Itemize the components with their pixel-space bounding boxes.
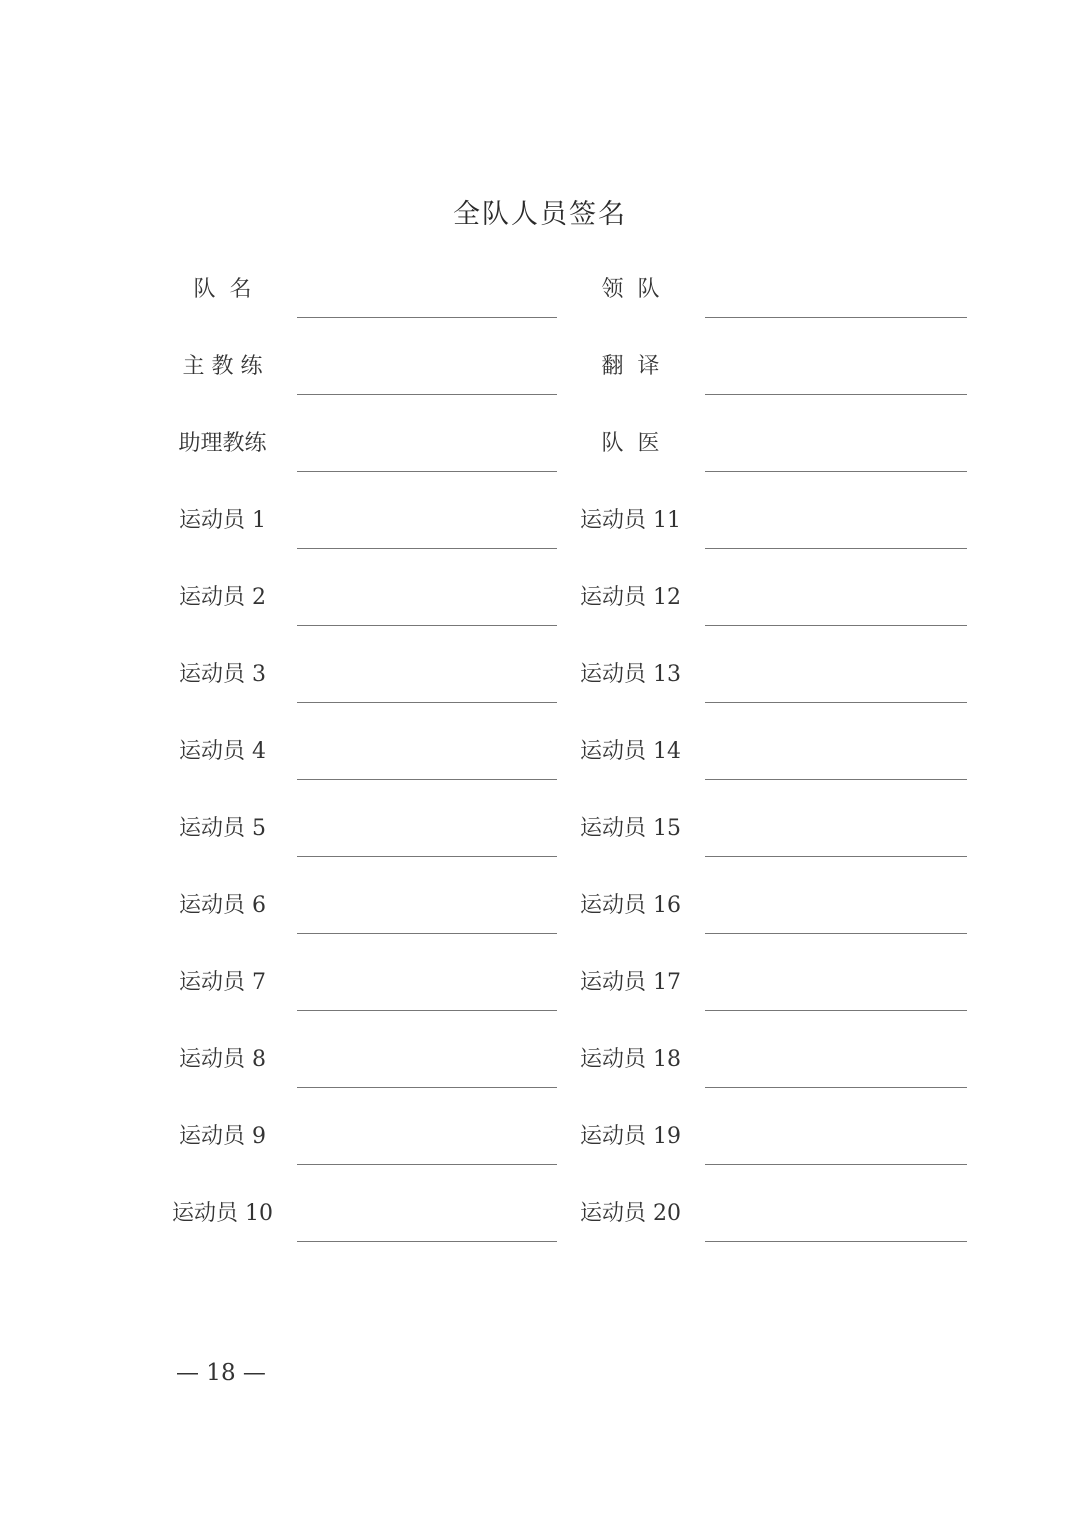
signature-row <box>0 812 1080 872</box>
signature-label: 运动员 6 <box>179 893 266 918</box>
page-number: — 18 — <box>176 1360 266 1386</box>
signature-label: 运动员 17 <box>580 970 681 995</box>
signature-line[interactable] <box>705 702 967 703</box>
signature-line[interactable] <box>705 856 967 857</box>
signature-label: 运动员 15 <box>580 816 681 841</box>
signature-label: 运动员 14 <box>580 739 681 764</box>
signature-row <box>0 504 1080 564</box>
signature-label: 主 教 练 <box>182 354 263 379</box>
signature-label: 运动员 3 <box>179 662 266 687</box>
signature-label: 运动员 12 <box>580 585 681 610</box>
signature-row <box>0 350 1080 410</box>
signature-row <box>0 581 1080 641</box>
signature-line[interactable] <box>705 471 967 472</box>
signature-label: 队 名 <box>193 277 252 302</box>
signature-row <box>0 273 1080 333</box>
signature-label: 运动员 5 <box>179 816 266 841</box>
signature-line[interactable] <box>705 1010 967 1011</box>
signature-label: 助理教练 <box>178 431 267 456</box>
signature-label: 运动员 10 <box>172 1201 273 1226</box>
signature-label: 翻 译 <box>601 354 660 379</box>
signature-line[interactable] <box>705 394 967 395</box>
signature-line[interactable] <box>705 1241 967 1242</box>
signature-label: 运动员 18 <box>580 1047 681 1072</box>
signature-label: 运动员 1 <box>179 508 266 533</box>
signature-label: 运动员 20 <box>580 1201 681 1226</box>
signature-label: 运动员 8 <box>179 1047 266 1072</box>
signature-label: 队 医 <box>601 431 660 456</box>
signature-line[interactable] <box>705 625 967 626</box>
signature-label: 运动员 19 <box>580 1124 681 1149</box>
signature-line[interactable] <box>705 317 967 318</box>
page-title: 全队人员签名 <box>453 199 627 230</box>
signature-row <box>0 1043 1080 1103</box>
signature-label: 运动员 16 <box>580 893 681 918</box>
signature-line[interactable] <box>705 779 967 780</box>
signature-line[interactable] <box>705 1164 967 1165</box>
signature-row <box>0 658 1080 718</box>
signature-label: 运动员 11 <box>580 508 681 533</box>
signature-label: 运动员 13 <box>580 662 681 687</box>
signature-label: 领 队 <box>601 277 660 302</box>
signature-label: 运动员 4 <box>179 739 266 764</box>
signature-row <box>0 427 1080 487</box>
signature-line[interactable] <box>705 548 967 549</box>
signature-row <box>0 889 1080 949</box>
signature-label: 运动员 9 <box>179 1124 266 1149</box>
signature-row <box>0 735 1080 795</box>
signature-label: 运动员 7 <box>179 970 266 995</box>
signature-row <box>0 966 1080 1026</box>
signature-row <box>0 1120 1080 1180</box>
signature-label: 运动员 2 <box>179 585 266 610</box>
signature-row <box>0 1197 1080 1257</box>
signature-line[interactable] <box>705 1087 967 1088</box>
signature-line[interactable] <box>705 933 967 934</box>
